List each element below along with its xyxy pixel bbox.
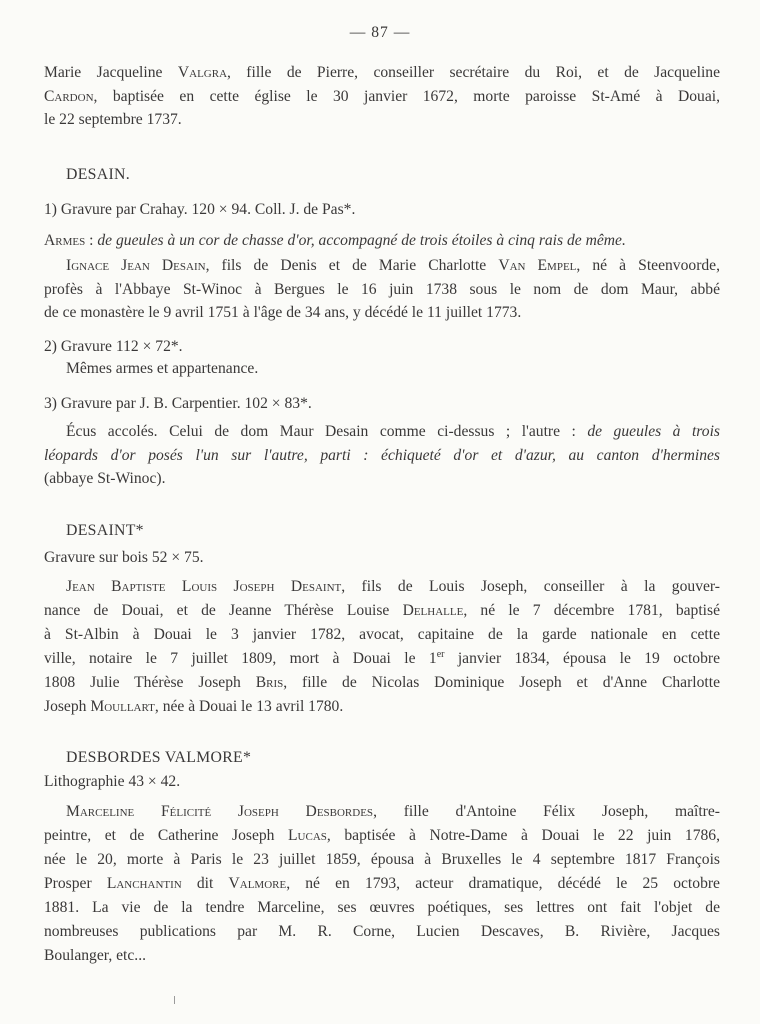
- section-heading: DESAINT*: [66, 522, 144, 539]
- section-heading: DESAIN.: [66, 166, 130, 183]
- section-heading: DESBORDES VALMORE*: [66, 749, 252, 766]
- person-name: Marceline Félicité Joseph Desbordes: [66, 803, 374, 820]
- engraving-entry: 1) Gravure par Crahay. 120 × 94. Coll. J. de Pas*.: [44, 201, 356, 218]
- document-page: — 87 — Marie Jacqueline Valgra, fille de Pierre, conseiller secrétaire du Roi, et de Jacqueline Cardon, baptisée en cette église le 30 janvier 1672, morte paroisse St-Amé à Douai, le 22 septembre 1737. DESAIN. 1) Gravure par Crahay. 120 × 94. Coll. J. de Pas*. Armes : de gueules à un cor de chasse d'or, accompagné de trois étoiles à cinq rais de même. Ignace Jean Desain, fils de Denis et de Marie Charlotte Van Empel, né à Steenvoorde, profès à l'Abbaye St-Winoc à Bergues le 16 juin 1738 sous le nom de dom Maur, abbé de ce monastère le 9 avril 1751 à l'âge de 34 ans, y décédé le 11 juillet 1773. 2) Gravure 112 × 72*. Mêmes armes et appartenance. 3) Gravure par J. B. Carpentier. 102 × 83*. Écus accolés. Celui de dom Maur Desain comme ci-dessus ; l'autre : de gueules à trois léopards d'or posés l'un sur l'autre, parti : échiqueté d'or et d'azur, au canton d'hermines (abbaye St-Winoc). DESAINT* Gravure sur bois 52 × 75. Jean Baptiste Louis Joseph Desaint, fils de Louis Joseph, conseiller à la gouver- nance de Douai, et de Jeanne Thérèse Louise Delhalle, né le 7 décembre 1781, baptisé à St-Albin à Douai le 3 janvier 1782, avocat, capitaine de la garde nationale en cette ville, notaire le 7 juillet 1809, mort à Douai le 1er janvier 1834, épousa le 19 octobre 1808 Julie Thérèse Joseph Bris, fille de Nicolas Dominique Joseph et d'Anne Charlotte Joseph Moullart, née à Douai le 13 avril 1780. DESBORDES VALMORE* Lithographie 43 × 42. Marceline Félicité Joseph Desbordes, fille d'Antoine Félix Joseph, maître- peintre, et de Catherine Joseph Lucas, baptisée à Notre-Dame à Douai le 22 juin 1786, née le 20, morte à Paris le 23 juillet 1859, épousa à Bruxelles le 4 septembre 1817 François Prosper Lanchantin dit Valmore, né en 1793, acteur dramatique, décédé le 25 octobre 1881. La vie de la tendre Marceline, ses œuvres poétiques, ses lettres ont fait l'objet de nombreuses publications par M. R. Corne, Lucien Descaves, B. Rivière, Jacques Boulanger, etc...: [0, 0, 760, 1024]
- person-name: Ignace Jean Desain: [66, 257, 206, 274]
- person-name: Jean Baptiste Louis Joseph Desaint: [66, 578, 342, 595]
- armes-line: Armes : de gueules à un cor de chasse d'or, accompagné de trois étoiles à cinq rais de même.: [44, 232, 626, 249]
- engraving-entry: 2) Gravure 112 × 72*.: [44, 338, 183, 355]
- print-mark: [174, 996, 175, 1004]
- engraving-entry: Lithographie 43 × 42.: [44, 773, 181, 790]
- engraving-entry: 3) Gravure par J. B. Carpentier. 102 × 83*.: [44, 395, 312, 412]
- surname: Valgra: [177, 64, 228, 81]
- page-number: — 87 —: [349, 24, 411, 41]
- engraving-entry: Gravure sur bois 52 × 75.: [44, 549, 204, 566]
- surname: Cardon: [44, 88, 94, 105]
